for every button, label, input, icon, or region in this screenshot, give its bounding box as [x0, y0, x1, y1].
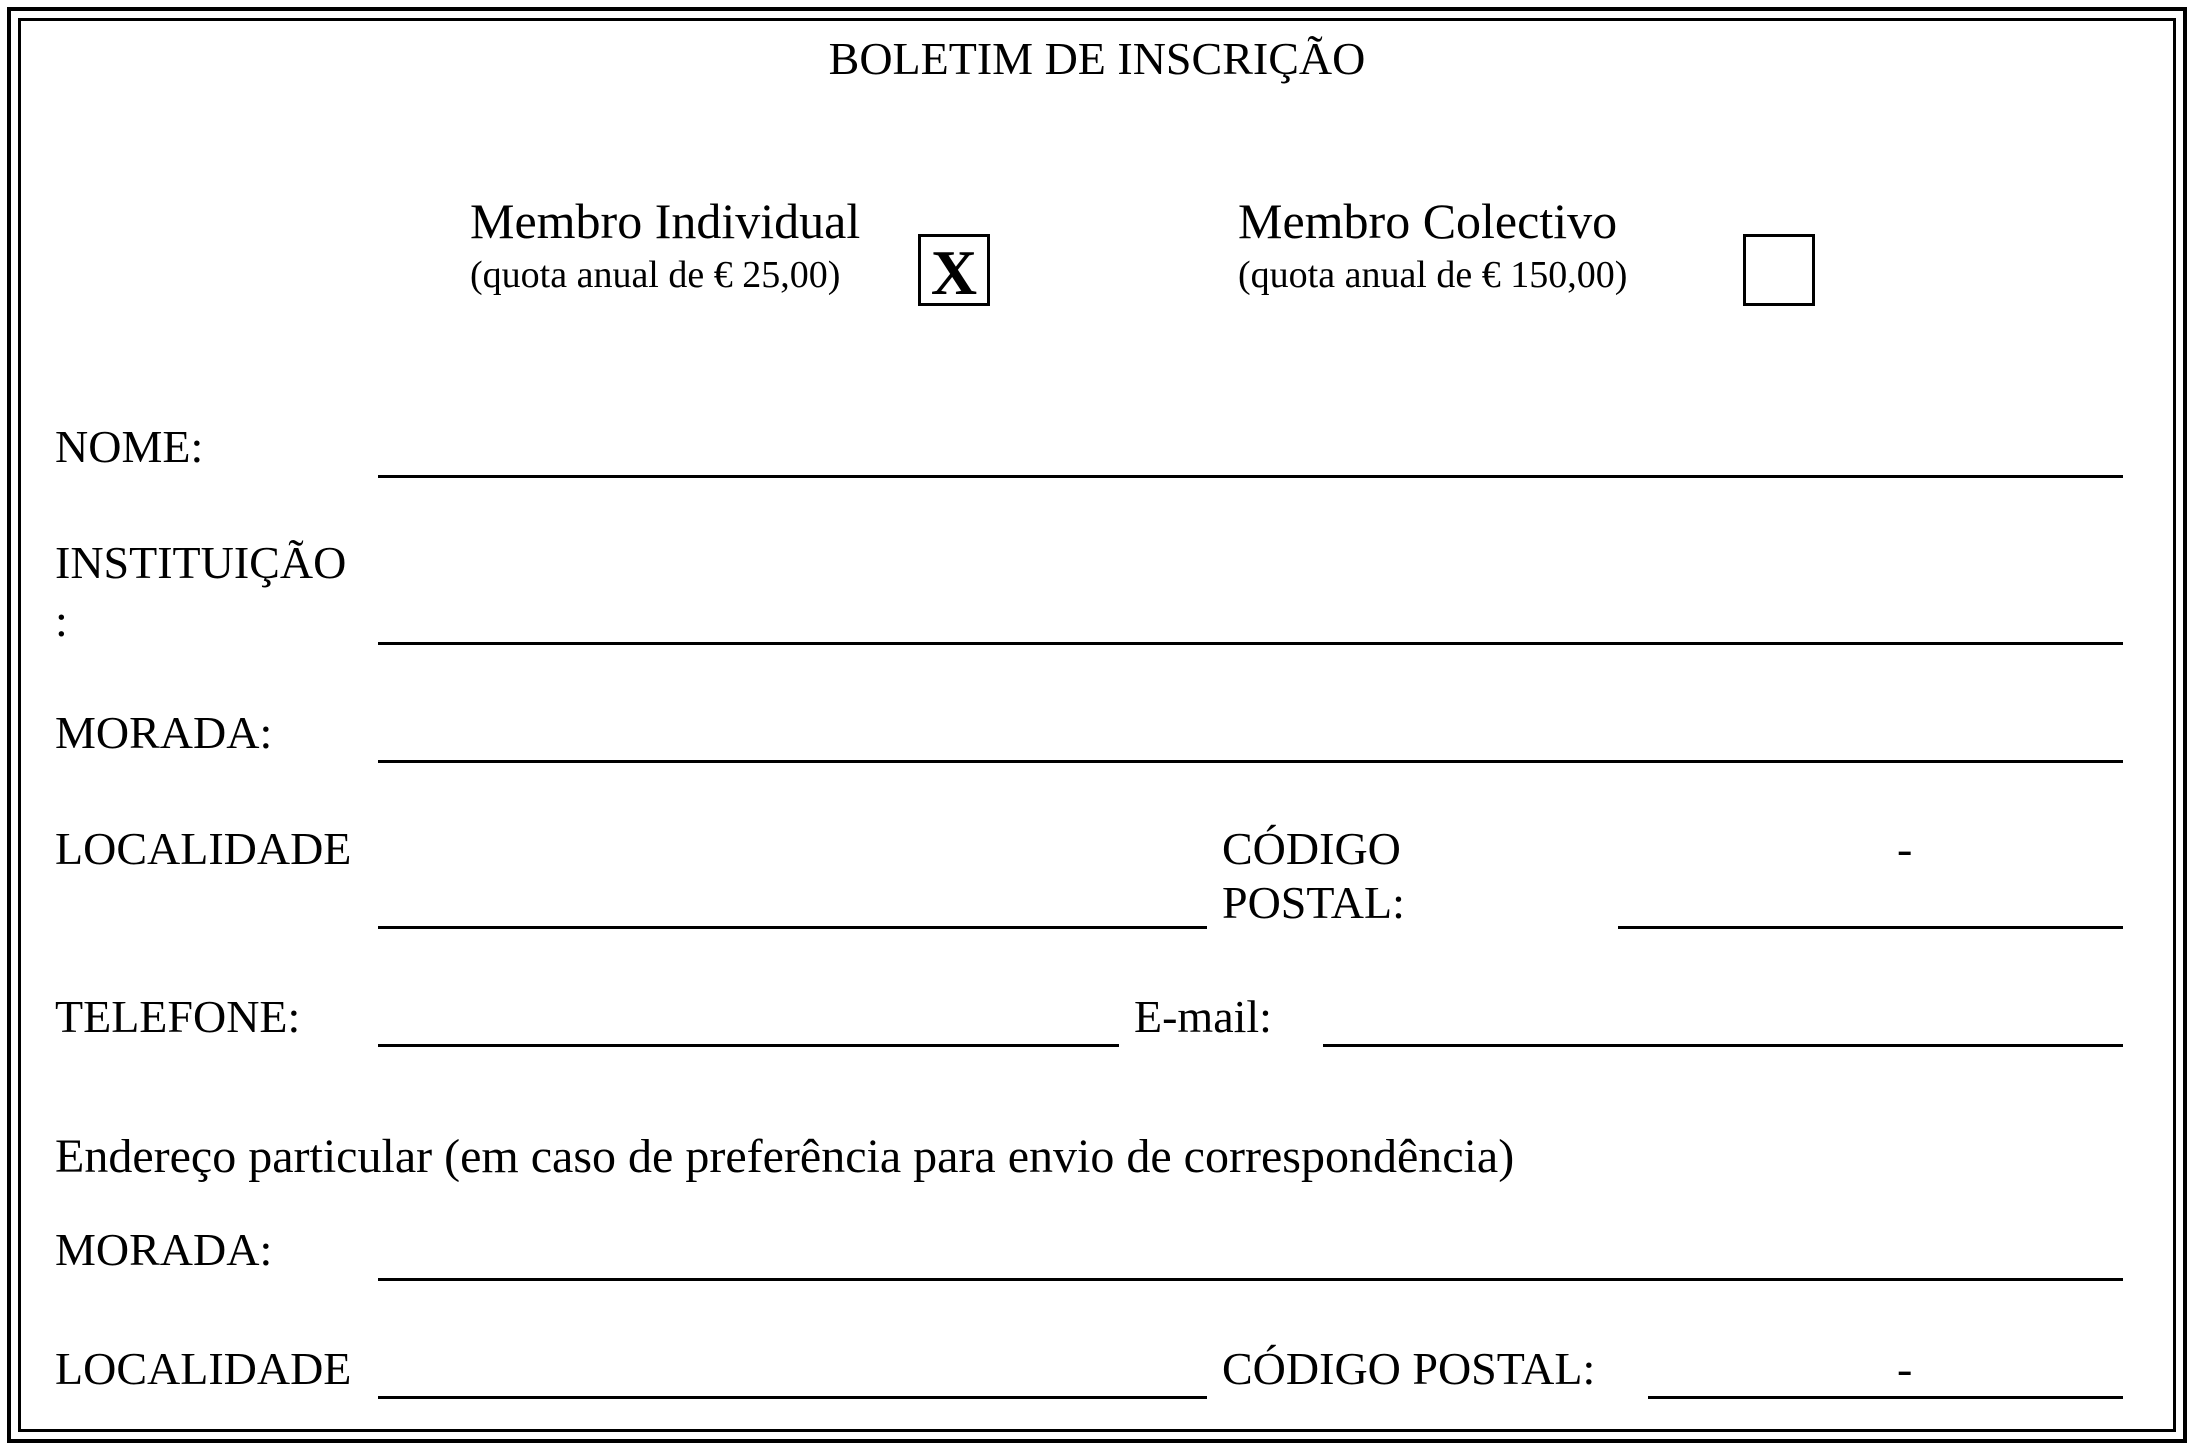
individual-member-label: Membro Individual	[470, 193, 861, 249]
form-inner-border	[18, 18, 2176, 1432]
collective-member-quota: (quota anual de € 150,00)	[1238, 254, 1628, 296]
private-morada-field-line[interactable]	[378, 1278, 2123, 1281]
morada-field-line[interactable]	[378, 760, 2123, 763]
private-codigo-postal-field-line[interactable]	[1648, 1396, 2123, 1399]
instituicao-field-line[interactable]	[378, 642, 2123, 645]
telefone-field-line[interactable]	[378, 1044, 1119, 1047]
private-morada-label: MORADA:	[55, 1224, 273, 1275]
codigo-postal-label-line2: POSTAL:	[1222, 877, 1405, 928]
private-postal-code-dash: -	[1897, 1343, 1913, 1394]
nome-field-line[interactable]	[378, 475, 2123, 478]
instituicao-label-colon: :	[55, 595, 68, 646]
collective-member-label: Membro Colectivo	[1238, 193, 1618, 249]
form-title: BOLETIM DE INSCRIÇÃO	[828, 33, 1366, 84]
localidade-label: LOCALIDADE	[55, 823, 352, 874]
collective-member-checkbox[interactable]	[1743, 234, 1815, 306]
telefone-label: TELEFONE:	[55, 991, 301, 1042]
private-localidade-field-line[interactable]	[378, 1396, 1207, 1399]
email-field-line[interactable]	[1323, 1044, 2123, 1047]
codigo-postal-label: CÓDIGO	[1222, 823, 1401, 874]
checkbox-x-mark: X	[930, 237, 978, 308]
private-address-note: Endereço particular (em caso de preferência para envio de correspondência)	[55, 1130, 1515, 1183]
morada-label: MORADA:	[55, 707, 273, 758]
individual-member-checkbox[interactable]	[918, 234, 990, 306]
private-localidade-label: LOCALIDADE	[55, 1343, 352, 1394]
nome-label: NOME:	[55, 421, 204, 472]
individual-member-quota: (quota anual de € 25,00)	[470, 254, 841, 296]
postal-code-dash: -	[1897, 823, 1913, 874]
email-label: E-mail:	[1134, 991, 1272, 1042]
private-codigo-postal-label: CÓDIGO POSTAL:	[1222, 1343, 1596, 1394]
codigo-postal-field-line[interactable]	[1618, 926, 2123, 929]
localidade-field-line[interactable]	[378, 926, 1207, 929]
instituicao-label: INSTITUIÇÃO	[55, 537, 347, 588]
